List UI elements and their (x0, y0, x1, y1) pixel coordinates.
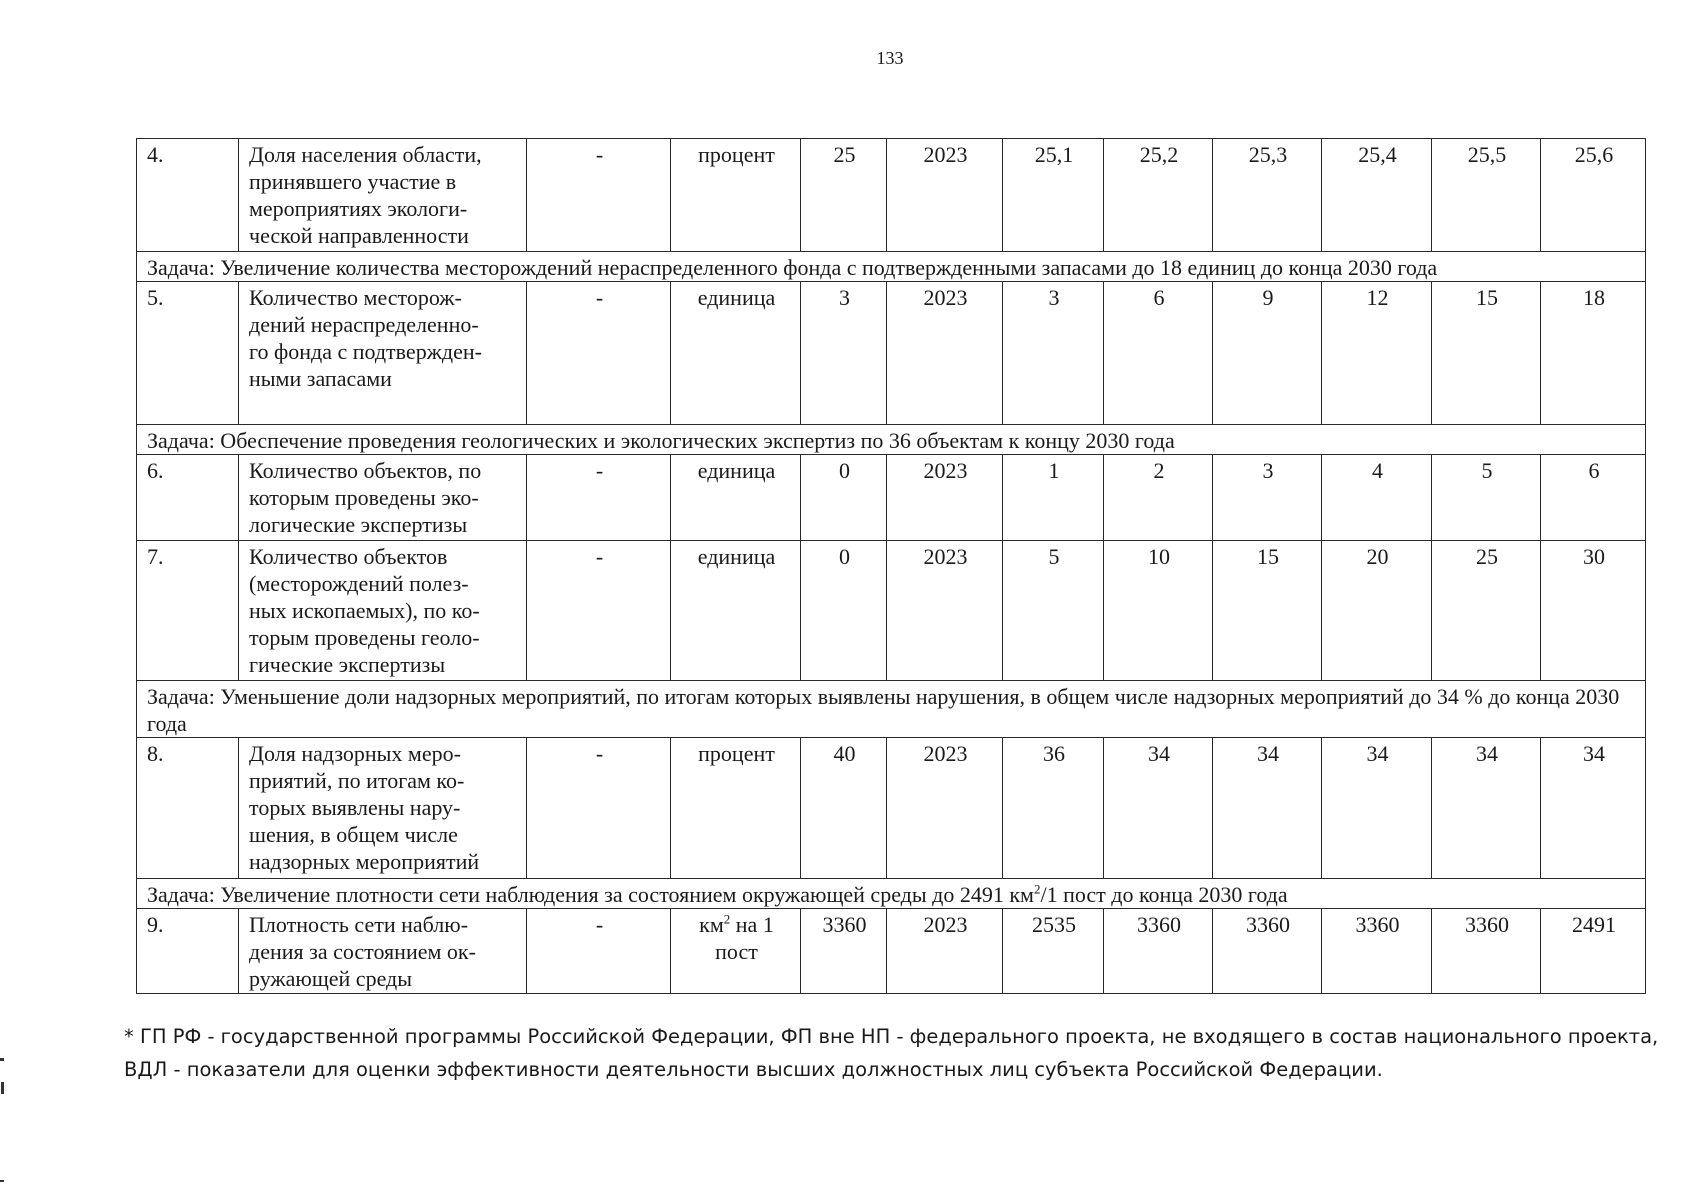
indicator-name (239, 738, 527, 879)
unit-part: пост (715, 939, 758, 964)
footnote-line: * ГП РФ - государственной программы Российской Федерации, ФП вне НП - федерального проекта, не входящего в состав национального проекта, (124, 1025, 1659, 1048)
unit (671, 909, 801, 994)
indicator-name-line: ными запасами (249, 366, 392, 391)
row-number: 5. (137, 282, 239, 425)
base-year: 2023 (887, 282, 1003, 425)
base-value: 25 (801, 139, 887, 252)
task-row (137, 425, 1646, 455)
indicator-name-line: гические экспертизы (249, 652, 446, 677)
year-value: 2 (1104, 455, 1213, 541)
year-value: 25,4 (1322, 139, 1432, 252)
indicator-level: - (527, 909, 671, 994)
task-row (137, 681, 1646, 738)
margin-mark (0, 1058, 4, 1061)
unit: процент (671, 738, 801, 879)
unit: единица (671, 282, 801, 425)
indicator-name-line: (месторождений полез- (249, 571, 469, 596)
year-value: 25,5 (1432, 139, 1541, 252)
year-value: 12 (1322, 282, 1432, 425)
indicator-name (239, 282, 527, 425)
year-value: 25,6 (1541, 139, 1646, 252)
indicator-name-line: ружающей среды (249, 966, 413, 991)
task-row (137, 879, 1646, 909)
indicator-name-line: Доля населения области, (249, 142, 482, 167)
unit: единица (671, 455, 801, 541)
footnote (124, 1020, 1684, 1086)
year-value: 2491 (1541, 909, 1646, 994)
indicator-name-line: торых выявлены нару- (249, 795, 461, 820)
year-value: 6 (1541, 455, 1646, 541)
task-text (137, 879, 1646, 909)
task-row (137, 252, 1646, 282)
unit: единица (671, 541, 801, 681)
table-row (137, 738, 1646, 879)
indicator-name-line: дения за состоянием ок- (249, 939, 476, 964)
indicator-name (239, 541, 527, 681)
superscript: 2 (1033, 881, 1041, 897)
year-value: 34 (1432, 738, 1541, 879)
row-number: 4. (137, 139, 239, 252)
year-value: 25,3 (1213, 139, 1322, 252)
year-value: 3360 (1322, 909, 1432, 994)
indicator-name-line: Плотность сети наблю- (249, 912, 469, 937)
superscript: 2 (723, 911, 731, 927)
row-number: 9. (137, 909, 239, 994)
base-year: 2023 (887, 541, 1003, 681)
base-year: 2023 (887, 455, 1003, 541)
year-value: 18 (1541, 282, 1646, 425)
base-value: 0 (801, 455, 887, 541)
year-value: 3360 (1213, 909, 1322, 994)
indicators-table (136, 138, 1646, 994)
indicator-name (239, 139, 527, 252)
year-value: 3360 (1432, 909, 1541, 994)
base-year: 2023 (887, 909, 1003, 994)
row-number: 6. (137, 455, 239, 541)
row-number: 7. (137, 541, 239, 681)
footnote-line: ВДЛ - показатели для оценки эффективности деятельности высших должностных лиц субъекта Российской Федерации. (124, 1058, 1383, 1081)
indicator-name-line: дений нераспределенно- (249, 312, 479, 337)
indicator-name-line: торым проведены геоло- (249, 625, 480, 650)
year-value: 5 (1432, 455, 1541, 541)
unit: процент (671, 139, 801, 252)
unit-part: на 1 (730, 912, 774, 937)
year-value: 2535 (1003, 909, 1104, 994)
indicator-name-line: логические экспертизы (249, 512, 468, 537)
table-row (137, 541, 1646, 681)
indicator-name-line: Доля надзорных меро- (249, 741, 461, 766)
year-value: 34 (1213, 738, 1322, 879)
indicator-name-line: мероприятиях экологи- (249, 196, 468, 221)
indicator-name-line: надзорных мероприятий (249, 849, 480, 874)
year-value: 15 (1213, 541, 1322, 681)
base-value: 3360 (801, 909, 887, 994)
indicator-name-line: Количество месторож- (249, 285, 462, 310)
indicator-name-line: го фонда с подтвержден- (249, 339, 482, 364)
indicator-level: - (527, 455, 671, 541)
base-value: 0 (801, 541, 887, 681)
year-value: 3360 (1104, 909, 1213, 994)
indicator-name (239, 455, 527, 541)
margin-mark (0, 1180, 4, 1182)
table-row (137, 139, 1646, 252)
year-value: 3 (1213, 455, 1322, 541)
year-value: 30 (1541, 541, 1646, 681)
indicator-name-line: ных ископаемых), по ко- (249, 598, 480, 623)
year-value: 34 (1104, 738, 1213, 879)
task-text: Задача: Обеспечение проведения геологических и экологических экспертиз по 36 объектам к концу 2030 года (137, 425, 1646, 455)
table-row (137, 455, 1646, 541)
row-number: 8. (137, 738, 239, 879)
year-value: 4 (1322, 455, 1432, 541)
indicator-name-line: Количество объектов, по (249, 458, 482, 483)
task-text: Задача: Уменьшение доли надзорных мероприятий, по итогам которых выявлены нарушения, в общем числе надзорных мероприятий до 34 % до конца 2030 года (137, 681, 1646, 738)
year-value: 10 (1104, 541, 1213, 681)
task-text-part: Задача: Увеличение плотности сети наблюдения за состоянием окружающей среды до 2491 км (147, 882, 1034, 907)
indicator-name-line: приятий, по итогам ко- (249, 768, 465, 793)
indicator-name-line: которым проведены эко- (249, 485, 479, 510)
year-value: 5 (1003, 541, 1104, 681)
year-value: 15 (1432, 282, 1541, 425)
table-row (137, 909, 1646, 994)
task-text: Задача: Увеличение количества месторождений нераспределенного фонда с подтвержденными запасами до 18 единиц до конца 2030 года (137, 252, 1646, 282)
table-row (137, 282, 1646, 425)
indicator-level: - (527, 541, 671, 681)
indicator-name-line: принявшего участие в (249, 169, 457, 194)
base-year: 2023 (887, 738, 1003, 879)
indicator-level: - (527, 139, 671, 252)
margin-mark (1, 1082, 4, 1094)
year-value: 9 (1213, 282, 1322, 425)
indicator-name (239, 909, 527, 994)
indicator-name-line: шения, в общем числе (249, 822, 458, 847)
unit-part: км (699, 912, 724, 937)
indicator-level: - (527, 282, 671, 425)
year-value: 34 (1322, 738, 1432, 879)
year-value: 20 (1322, 541, 1432, 681)
year-value: 6 (1104, 282, 1213, 425)
year-value: 34 (1541, 738, 1646, 879)
base-value: 40 (801, 738, 887, 879)
base-year: 2023 (887, 139, 1003, 252)
indicator-name-line: ческой направленности (249, 223, 469, 248)
year-value: 36 (1003, 738, 1104, 879)
year-value: 25 (1432, 541, 1541, 681)
base-value: 3 (801, 282, 887, 425)
year-value: 1 (1003, 455, 1104, 541)
year-value: 25,2 (1104, 139, 1213, 252)
year-value: 25,1 (1003, 139, 1104, 252)
indicator-name-line: Количество объектов (249, 544, 448, 569)
task-text-part: /1 пост до конца 2030 года (1040, 882, 1288, 907)
page-number: 133 (876, 48, 904, 68)
year-value: 3 (1003, 282, 1104, 425)
indicator-level: - (527, 738, 671, 879)
